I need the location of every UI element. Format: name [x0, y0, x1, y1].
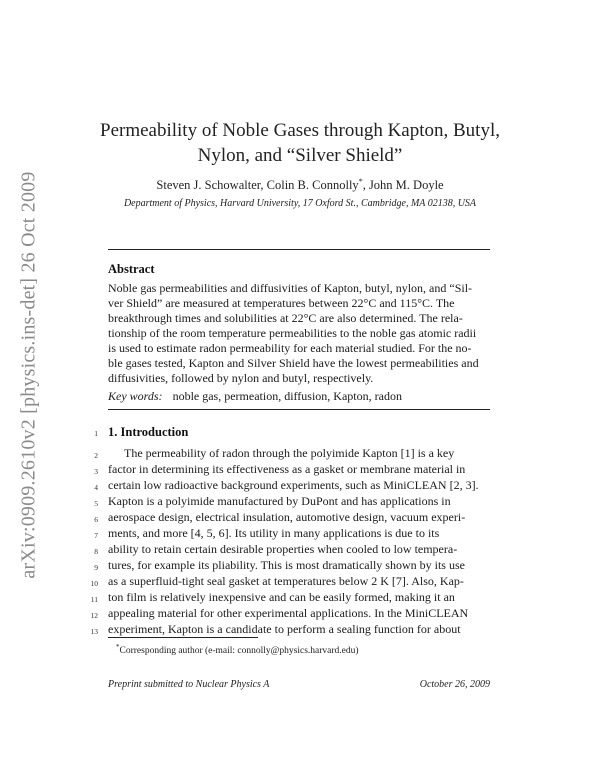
body-text-line: ments, and more [4, 5, 6]. Its utility in many applications is due to its: [108, 526, 440, 540]
line-number: 12: [90, 611, 98, 620]
body-text-line: aerospace design, electrical insulation, automotive design, vacuum experi-: [108, 510, 466, 524]
footer-left: Preprint submitted to Nuclear Physics A: [108, 679, 270, 690]
section-heading-introduction: 1. Introduction: [108, 425, 189, 439]
line-number: 11: [90, 595, 98, 604]
line-number: 4: [94, 483, 98, 492]
paper-title-line-1: Permeability of Noble Gases through Kapton, Butyl,: [100, 120, 500, 141]
author-names-rest: , John M. Doyle: [362, 178, 444, 193]
line-number: 10: [90, 579, 98, 588]
abstract-top-rule: [108, 249, 490, 250]
keywords-label: Key words:: [108, 389, 163, 403]
line-number: 7: [94, 531, 98, 540]
abstract-line: ver Shield” are measured at temperatures between 22°C and 115°C. The: [108, 296, 455, 310]
corresponding-author-mark: *: [358, 177, 363, 186]
line-number: 1: [94, 429, 98, 438]
line-number: 5: [94, 499, 98, 508]
body-text-line: factor in determining its effectiveness as a gasket or membrane material in: [108, 462, 466, 476]
abstract-line: breakthrough times and solubilities at 22°C are also determined. The rela-: [108, 311, 463, 325]
abstract-bottom-rule: [108, 409, 490, 410]
body-text-line: ton film is relatively inexpensive and can be easily formed, making it an: [108, 590, 455, 604]
keywords-list: noble gas, permeation, diffusion, Kapton, radon: [172, 389, 402, 403]
footnote-mark: *: [116, 643, 120, 651]
line-number: 3: [94, 467, 98, 476]
line-number: 13: [90, 627, 98, 636]
line-number: 6: [94, 515, 98, 524]
footnote: [116, 643, 359, 656]
arxiv-stamp: [14, 170, 44, 580]
keywords: [108, 389, 490, 404]
body-text-line: tures, for example its pliability. This is most dramatically shown by its use: [108, 558, 465, 572]
line-number: 2: [94, 451, 98, 460]
abstract-heading: Abstract: [108, 262, 155, 276]
author-names: Steven J. Schowalter, Colin B. Connolly: [156, 178, 359, 193]
footnote-text: Corresponding author (e-mail: connolly@physics.harvard.edu): [119, 646, 359, 657]
body-text-line: experiment, Kapton is a candidate to perform a sealing function for about: [108, 622, 461, 636]
body-text-line: appealing material for other experimental applications. In the MiniCLEAN: [108, 606, 469, 620]
footnote-rule: [108, 637, 258, 638]
line-number: 9: [94, 563, 98, 572]
body-text-line: Kapton is a polyimide manufactured by DuPont and has applications in: [108, 494, 451, 508]
arxiv-stamp-text: arXiv:0909.2610v2 [physics.ins-det] 26 Oct 2009: [17, 171, 40, 579]
abstract-line: ble gases tested, Kapton and Silver Shield have the lowest permeabilities and: [108, 356, 479, 370]
paper-title-line-2: Nylon, and “Silver Shield”: [197, 145, 403, 166]
abstract-line: Noble gas permeabilities and diffusivities of Kapton, butyl, nylon, and “Sil-: [108, 281, 473, 295]
affiliation: Department of Physics, Harvard University, 17 Oxford St., Cambridge, MA 02138, USA: [123, 198, 477, 209]
abstract-line: tionship of the room temperature permeabilities to the noble gas atomic radii: [108, 326, 477, 340]
body-text-line: as a superfluid-tight seal gasket at temperatures below 2 K [7]. Also, Kap-: [108, 574, 464, 588]
body-text-line: certain low radioactive background experiments, such as MiniCLEAN [2, 3].: [108, 478, 479, 492]
abstract-line: diffusivities, followed by nylon and butyl, respectively.: [108, 371, 374, 385]
body-text-line: The permeability of radon through the polyimide Kapton [1] is a key: [124, 446, 455, 460]
line-number: 8: [94, 547, 98, 556]
body-text-line: ability to retain certain desirable properties when cooled to low tempera-: [108, 542, 458, 556]
author-list: [100, 177, 500, 193]
abstract-line: is used to estimate radon permeability for each material studied. For the no-: [108, 341, 472, 355]
footer-right: October 26, 2009: [419, 679, 490, 690]
